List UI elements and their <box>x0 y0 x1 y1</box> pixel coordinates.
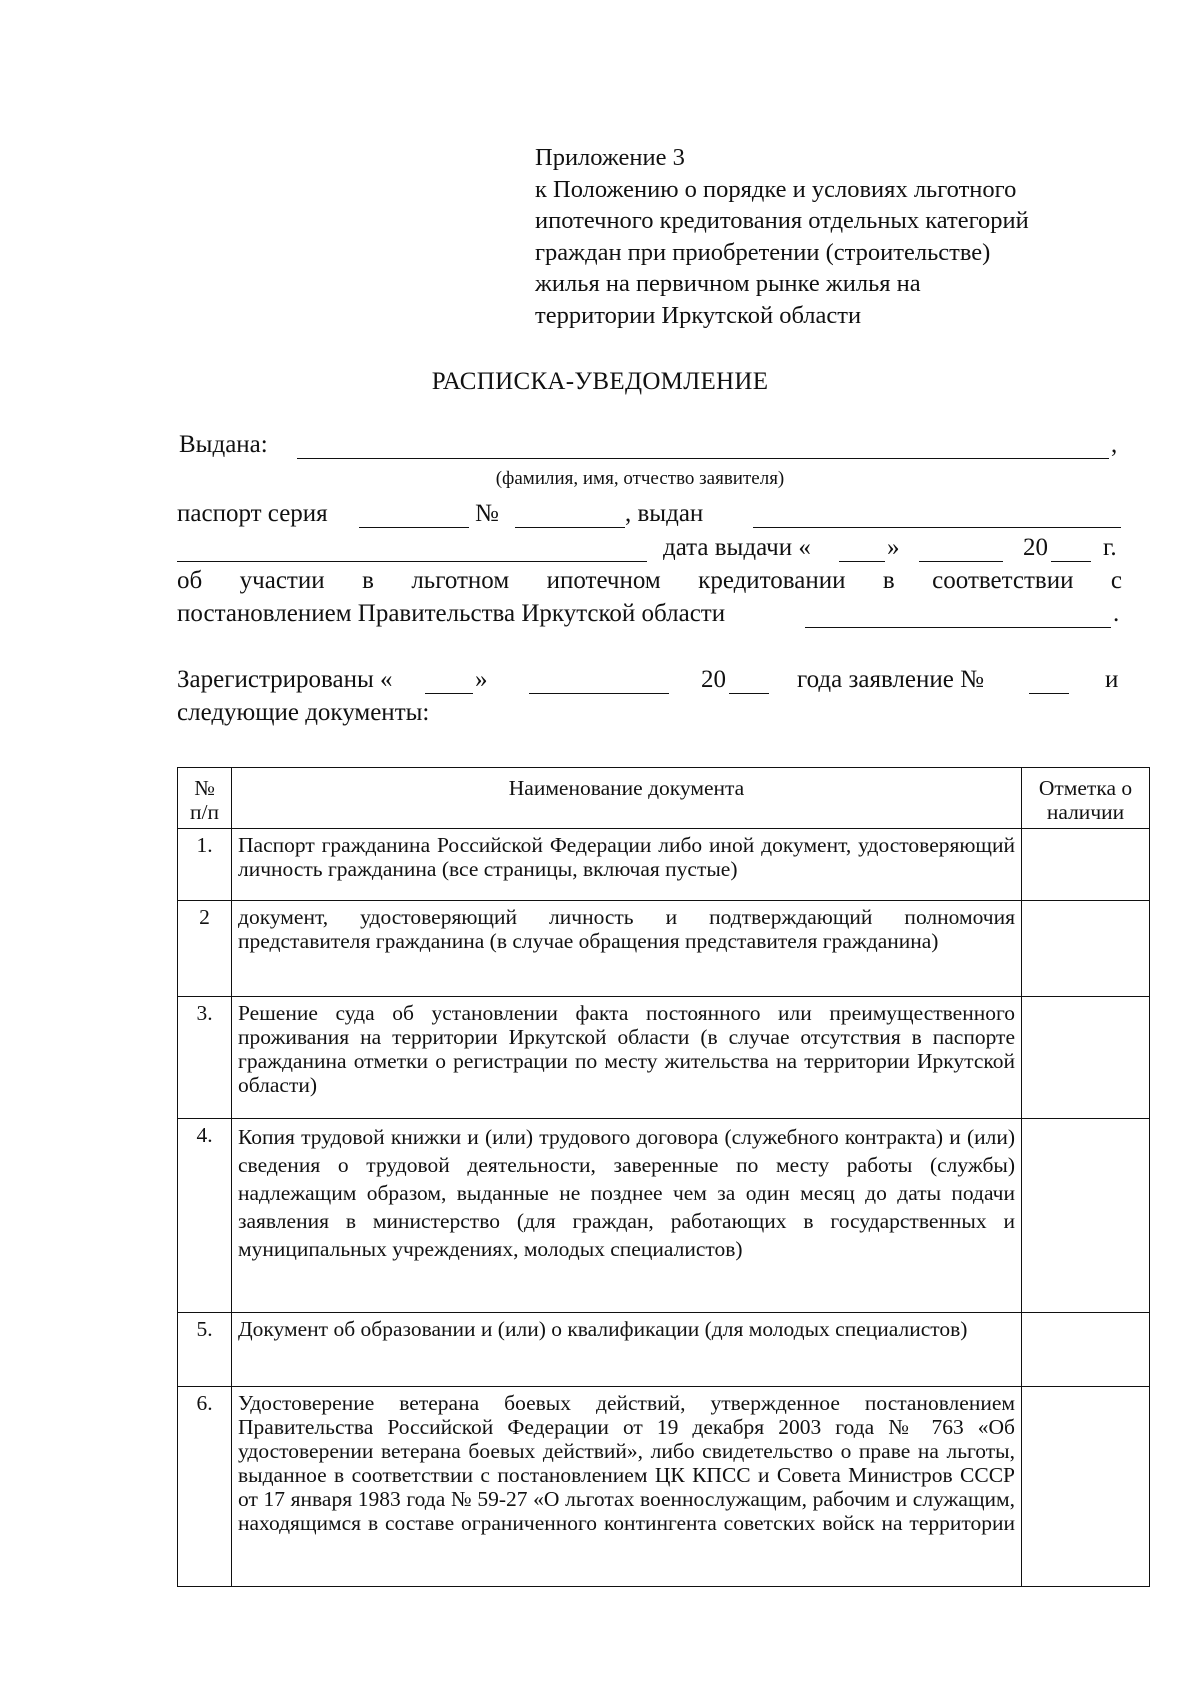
header-name: Наименование документа <box>232 768 1022 829</box>
annex-line: Приложение 3 <box>535 144 685 171</box>
row-text: Удостоверение ветерана боевых действий, утвержденное постановлением Правительства Российской Федерации от 19 декабря 2003 года № 763 «Об удостоверении ветерана боевых действий», либо свидетельство о праве на льготы, выданное в соответствии с постановлением ЦК КПСС и Совета Министров СССР от 17 января 1983 года № 59-27 «О льготах военнослужащим, рабочим и служащим, находящимся в составе ограниченного контингента советских войск на территории <box>232 1387 1022 1587</box>
registered-statement-label: года заявление № <box>797 666 984 693</box>
issue-year-prefix: 20 <box>1023 534 1048 561</box>
registered-row <box>177 663 1122 697</box>
registered-year-prefix: 20 <box>701 666 726 693</box>
passport-number-field[interactable] <box>515 527 625 528</box>
registered-day-field[interactable] <box>425 693 473 694</box>
table-row <box>178 1313 1150 1387</box>
issued-comma: , <box>1111 431 1118 458</box>
table-row <box>178 829 1150 901</box>
header-num: № п/п <box>178 768 232 829</box>
table-row <box>178 901 1150 997</box>
issue-day-field[interactable] <box>839 561 885 562</box>
table-header-row <box>178 768 1150 829</box>
row-num: 5. <box>178 1313 232 1387</box>
passport-series-field[interactable] <box>359 527 469 528</box>
table-row <box>178 1387 1150 1587</box>
resolution-field[interactable] <box>805 627 1111 628</box>
participation-line-2: постановлением Правительства Иркутской области <box>177 600 726 627</box>
annex-header <box>535 142 1135 331</box>
issued-name-field[interactable] <box>297 458 1109 459</box>
passport-issued-by-field[interactable] <box>753 527 1121 528</box>
documents-table <box>177 767 1150 1587</box>
passport-row <box>177 497 1122 531</box>
passport-issued-by-field-cont[interactable] <box>177 561 647 562</box>
row-num: 3. <box>178 997 232 1119</box>
header-mark: Отметка о наличии <box>1022 768 1150 829</box>
row-text: Паспорт гражданина Российской Федерации либо иной документ, удостоверяющий личность гражданина (все страницы, включая пустые) <box>232 829 1022 901</box>
issue-date-row <box>177 531 1122 565</box>
annex-line: ипотечного кредитования отдельных категорий <box>535 207 1029 234</box>
participation-row-2 <box>177 597 1122 631</box>
table-row <box>178 1119 1150 1313</box>
participation-line-1: об участии в льготном ипотечном кредитовании в соответствии с <box>177 567 1122 594</box>
row-mark-cell[interactable] <box>1022 829 1150 901</box>
following-docs-label: следующие документы: <box>177 699 430 726</box>
row-mark-cell[interactable] <box>1022 1119 1150 1313</box>
annex-line: граждан при приобретении (строительстве) <box>535 238 991 266</box>
row-mark-cell[interactable] <box>1022 1313 1150 1387</box>
row-num: 2 <box>178 901 232 997</box>
issued-label: Выдана: <box>179 431 268 458</box>
table-row <box>178 997 1150 1119</box>
row-mark-cell[interactable] <box>1022 997 1150 1119</box>
registered-quote-close: » <box>475 666 488 693</box>
issue-month-field[interactable] <box>919 561 1003 562</box>
registered-label: Зарегистрированы « <box>177 666 393 693</box>
registered-number-field[interactable] <box>1029 693 1069 694</box>
row-text: Копия трудовой книжки и (или) трудового договора (служебного контракта) и (или) сведения о трудовой деятельности, заверенные по месту работы (службы) надлежащим образом, выданные не позднее чем за один месяц до даты подачи заявления в министерство (для граждан, работающих в государственных и муниципальных учреждениях, молодых специалистов) <box>232 1119 1022 1313</box>
row-mark-cell[interactable] <box>1022 1387 1150 1587</box>
row-num: 1. <box>178 829 232 901</box>
participation-period: . <box>1113 600 1120 627</box>
issue-year-field[interactable] <box>1051 561 1091 562</box>
issue-date-quote-close: » <box>887 534 900 561</box>
row-mark-cell[interactable] <box>1022 901 1150 997</box>
passport-issued-by-label: , выдан <box>625 500 704 527</box>
issued-row <box>177 428 1122 462</box>
row-num: 4. <box>178 1119 232 1313</box>
issued-caption: (фамилия, имя, отчество заявителя) <box>495 468 785 489</box>
registered-year-field[interactable] <box>729 693 769 694</box>
passport-label: паспорт серия <box>177 500 328 527</box>
row-text: Документ об образовании и (или) о квалификации (для молодых специалистов) <box>232 1313 1022 1387</box>
row-num: 6. <box>178 1387 232 1587</box>
registered-month-field[interactable] <box>529 693 669 694</box>
row-text: документ, удостоверяющий личность и подтверждающий полномочия представителя гражданина (в случае обращения представителя гражданина) <box>232 901 1022 997</box>
document-title: РАСПИСКА-УВЕДОМЛЕНИЕ <box>431 368 769 395</box>
annex-line: территории Иркутской области <box>535 301 862 329</box>
issue-year-suffix: г. <box>1103 534 1117 561</box>
annex-line: к Положению о порядке и условиях льготного <box>535 175 1017 203</box>
registered-and: и <box>1105 666 1119 693</box>
issue-date-label: дата выдачи « <box>663 534 811 561</box>
passport-number-sign: № <box>475 500 499 527</box>
annex-line: жилья на первичном рынке жилья на <box>535 270 921 297</box>
row-text: Решение суда об установлении факта постоянного или преимущественного проживания на территории Иркутской области (в случае отсутствия в паспорте гражданина отметки о регистрации по месту жительства на территории Иркутской области) <box>232 997 1022 1119</box>
